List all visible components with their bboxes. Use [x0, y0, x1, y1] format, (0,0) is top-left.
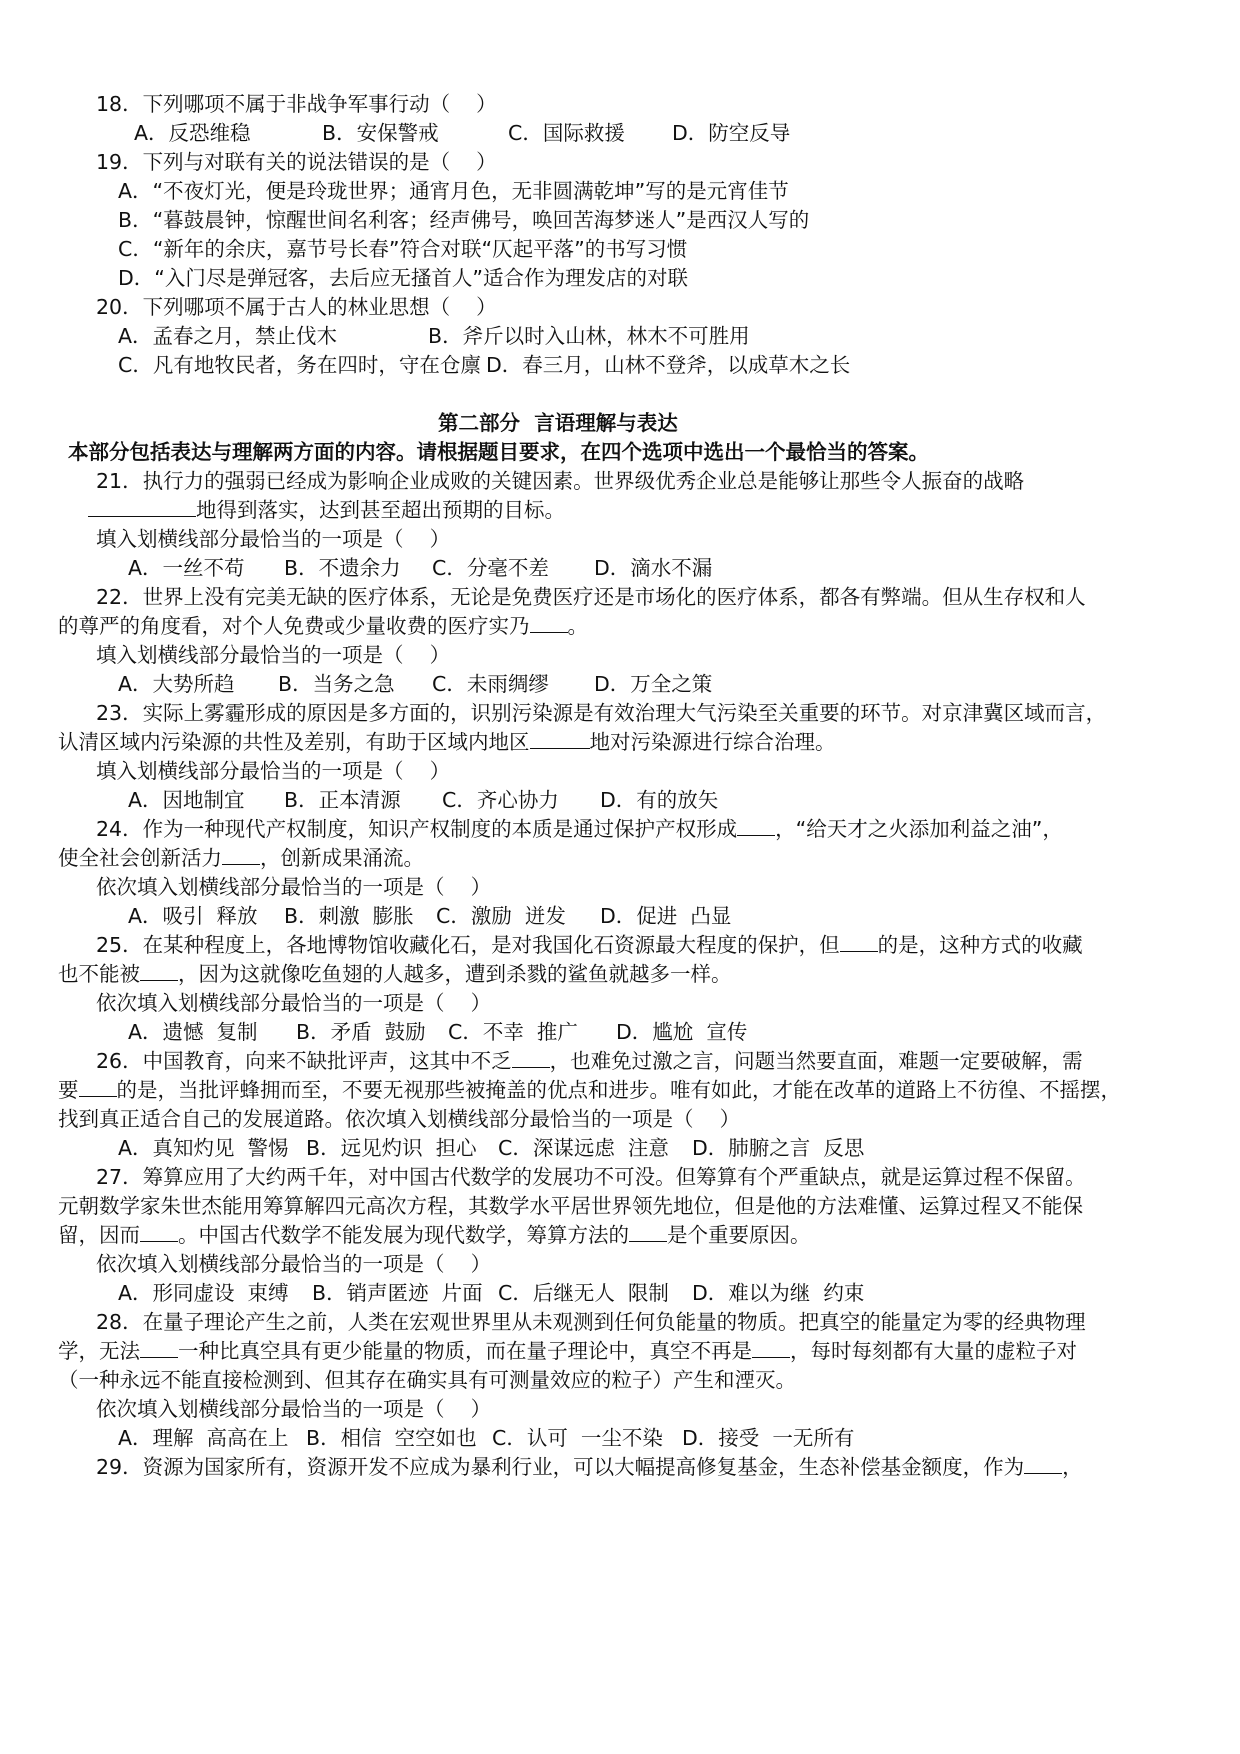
- q25-prompt: 依次填入划横线部分最恰当的一项是（ ）: [96, 991, 492, 1015]
- q27-option-c: C．后继无人 限制: [498, 1281, 669, 1305]
- q23-option-d: D．有的放矢: [600, 788, 719, 812]
- q18-stem: 18．下列哪项不属于非战争军事行动（ ）: [96, 92, 497, 116]
- q29-line-1: 29．资源为国家所有，资源开发不应成为暴利行业，可以大幅提高修复基金，生态补偿基金额度，作为 ，: [96, 1455, 1083, 1479]
- q21-option-a: A．一丝不苟: [128, 556, 245, 580]
- q18-option-c: C．国际救援: [508, 121, 625, 145]
- q19-option-d: D．“入门尽是弹冠客，去后应无搔首人”适合作为理发店的对联: [118, 266, 689, 290]
- q25-option-d: D．尴尬 宣传: [616, 1020, 748, 1044]
- q20-option-d: D．春三月，山林不登斧，以成草木之长: [486, 353, 851, 377]
- q22-prompt: 填入划横线部分最恰当的一项是（ ）: [96, 643, 451, 667]
- q20-option-b: B．斧斤以时入山林，林木不可胜用: [428, 324, 750, 348]
- q28-line-2: 学，无法 一种比真空具有更少能量的物质，而在量子理论中，真空不再是 ，每时每刻都有大量的虚粒子对: [58, 1339, 1077, 1363]
- blank-line: [512, 1047, 550, 1068]
- q28-option-d: D．接受 一无所有: [682, 1426, 855, 1450]
- q24-line-2: 使全社会创新活力 ，创新成果涌流。: [58, 846, 424, 870]
- q19-option-b: B．“暮鼓晨钟，惊醒世间名利客；经声佛号，唤回苦海梦迷人”是西汉人写的: [118, 208, 810, 232]
- blank-line: [530, 728, 590, 749]
- q27-line-2: 元朝数学家朱世杰能用筹算解四元高次方程，其数学水平居世界领先地位，但是他的方法难懂、运算过程又不能保: [58, 1194, 1083, 1218]
- q23-option-c: C．齐心协力: [442, 788, 559, 812]
- q21-option-d: D．滴水不漏: [594, 556, 713, 580]
- section-intro: 本部分包括表达与理解两方面的内容。请根据题目要求，在四个选项中选出一个最恰当的答案。: [68, 440, 929, 464]
- q24-option-b: B．刺激 膨胀: [284, 904, 414, 928]
- blank-line: [840, 931, 878, 952]
- blank-line: [222, 844, 260, 865]
- q22-option-c: C．未雨绸缪: [432, 672, 549, 696]
- q26-line-1: 26．中国教育，向来不缺批评声，这其中不乏 ，也难免过激之言，问题当然要直面，难题一定要破解，需: [96, 1049, 1083, 1073]
- q24-option-d: D．促进 凸显: [600, 904, 732, 928]
- q19-option-c: C．“新年的余庆，嘉节号长春”符合对联“仄起平落”的书写习惯: [118, 237, 688, 261]
- q21-option-b: B．不遗余力: [284, 556, 401, 580]
- q21-line-2: 地得到落实，达到甚至超出预期的目标。: [88, 495, 565, 525]
- q22-option-b: B．当务之急: [278, 672, 395, 696]
- blank-line: [140, 1337, 178, 1358]
- q25-option-a: A．遗憾 复制: [128, 1020, 258, 1044]
- q26-option-a: A．真知灼见 警惕: [118, 1136, 289, 1160]
- q23-line-1: 23．实际上雾霾形成的原因是多方面的，识别污染源是有效治理大气污染至关重要的环节。对京津冀区域而言，: [96, 701, 1107, 725]
- q27-line-3: 留，因而 。中国古代数学不能发展为现代数学，筹算方法的 是个重要原因。: [58, 1223, 811, 1247]
- q27-option-a: A．形同虚设 束缚: [118, 1281, 289, 1305]
- blank-line: [140, 1221, 178, 1242]
- q18-option-b: B．安保警戒: [322, 121, 439, 145]
- q24-option-a: A．吸引 释放: [128, 904, 258, 928]
- section-title: 第二部分 言语理解与表达: [438, 411, 678, 435]
- q26-line-3: 找到真正适合自己的发展道路。依次填入划横线部分最恰当的一项是（ ）: [58, 1107, 741, 1131]
- q28-option-b: B．相信 空空如也: [306, 1426, 477, 1450]
- q28-option-a: A．理解 高高在上: [118, 1426, 289, 1450]
- q19-stem: 19．下列与对联有关的说法错误的是（ ）: [96, 150, 497, 174]
- q27-line-1: 27．筹算应用了大约两千年，对中国古代数学的发展功不可没。但筹算有个严重缺点，就是运算过程不保留。: [96, 1165, 1086, 1189]
- blank-line: [737, 815, 775, 836]
- q23-prompt: 填入划横线部分最恰当的一项是（ ）: [96, 759, 451, 783]
- q24-line-1: 24．作为一种现代产权制度，知识产权制度的本质是通过保护产权形成 ，“给天才之火添加利益之油”，: [96, 817, 1063, 841]
- q22-line-1: 22．世界上没有完美无缺的医疗体系，无论是免费医疗还是市场化的医疗体系，都各有弊端。但从生存权和人: [96, 585, 1086, 609]
- q23-option-b: B．正本清源: [284, 788, 401, 812]
- q26-option-c: C．深谋远虑 注意: [498, 1136, 669, 1160]
- blank-line: [629, 1221, 667, 1242]
- q22-option-a: A．大势所趋: [118, 672, 235, 696]
- q27-option-b: B．销声匿迹 片面: [312, 1281, 483, 1305]
- blank-line: [1024, 1453, 1062, 1474]
- blank-line: [88, 496, 196, 517]
- q18-option-d: D．防空反导: [672, 121, 791, 145]
- q20-option-c: C．凡有地牧民者，务在四时，守在仓廪: [118, 353, 481, 377]
- q26-line-2: 要 的是，当批评蜂拥而至，不要无视那些被掩盖的优点和进步。唯有如此，才能在改革的道路上不彷徨、不摇摆，: [58, 1078, 1121, 1102]
- q21-prompt: 填入划横线部分最恰当的一项是（ ）: [96, 527, 451, 551]
- q22-option-d: D．万全之策: [594, 672, 713, 696]
- q23-option-a: A．因地制宜: [128, 788, 245, 812]
- q25-line-2: 也不能被 ，因为这就像吃鱼翅的人越多，遭到杀戮的鲨鱼就越多一样。: [58, 962, 732, 986]
- q22-line-2: 的尊严的角度看，对个人免费或少量收费的医疗实乃 。: [58, 614, 588, 638]
- blank-line: [140, 960, 178, 981]
- q26-option-b: B．远见灼识 担心: [306, 1136, 477, 1160]
- q26-option-d: D．肺腑之言 反思: [692, 1136, 865, 1160]
- blank-line: [79, 1076, 117, 1097]
- blank-line: [530, 612, 568, 633]
- q28-line-1: 28．在量子理论产生之前，人类在宏观世界里从未观测到任何负能量的物质。把真空的能量定为零的经典物理: [96, 1310, 1086, 1334]
- q25-line-1: 25．在某种程度上，各地博物馆收藏化石，是对我国化石资源最大程度的保护，但 的是，这种方式的收藏: [96, 933, 1083, 957]
- q20-stem: 20．下列哪项不属于古人的林业思想（ ）: [96, 295, 497, 319]
- q27-prompt: 依次填入划横线部分最恰当的一项是（ ）: [96, 1252, 492, 1276]
- q28-line-3: （一种永远不能直接检测到、但其存在确实具有可测量效应的粒子）产生和湮灭。: [58, 1368, 796, 1392]
- q25-option-c: C．不幸 推广: [448, 1020, 578, 1044]
- q19-option-a: A．“不夜灯光，便是玲珑世界；通宵月色，无非圆满乾坤”写的是元宵佳节: [118, 179, 789, 203]
- q20-option-a: A．孟春之月，禁止伐木: [118, 324, 338, 348]
- q27-option-d: D．难以为继 约束: [692, 1281, 865, 1305]
- q25-option-b: B．矛盾 鼓励: [296, 1020, 426, 1044]
- q24-option-c: C．激励 迸发: [436, 904, 566, 928]
- q23-line-2: 认清区域内污染源的共性及差别，有助于区域内地区 地对污染源进行综合治理。: [58, 730, 836, 754]
- q28-prompt: 依次填入划横线部分最恰当的一项是（ ）: [96, 1397, 492, 1421]
- blank-line: [752, 1337, 790, 1358]
- q21-line-1: 21．执行力的强弱已经成为影响企业成败的关键因素。世界级优秀企业总是能够让那些令人振奋的战略: [96, 469, 1025, 493]
- q28-option-c: C．认可 一尘不染: [492, 1426, 663, 1450]
- q18-option-a: A．反恐维稳: [134, 121, 251, 145]
- q24-prompt: 依次填入划横线部分最恰当的一项是（ ）: [96, 875, 492, 899]
- q21-option-c: C．分毫不差: [432, 556, 549, 580]
